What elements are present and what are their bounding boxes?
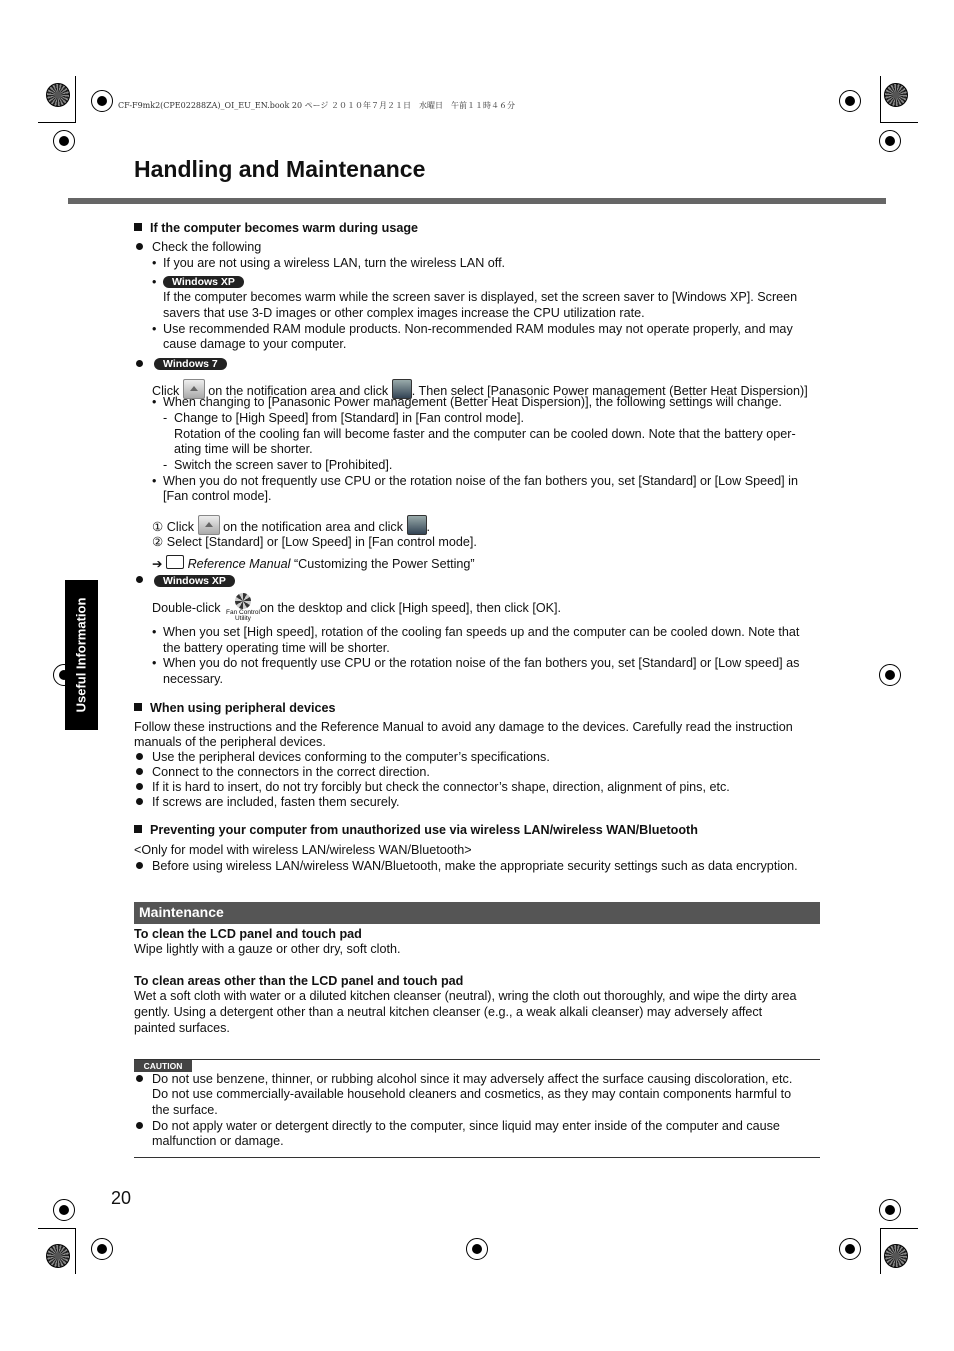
- reference-line: ➔ Reference Manual “Customizing the Power Setting”: [152, 557, 475, 571]
- security-note: <Only for model with wireless LAN/wireless WAN/Bluetooth>: [134, 843, 472, 857]
- bullet-dot: [136, 783, 143, 790]
- power-management-icon[interactable]: [407, 515, 427, 535]
- dbl-text-a: Double-click: [152, 601, 221, 615]
- bullet-small: •: [152, 256, 157, 270]
- peripheral-intro-1: Follow these instructions and the Reference Manual to avoid any damage to the devices. Carefully read the instruction: [134, 720, 793, 734]
- switch-text: Switch the screen saver to [Prohibited].: [174, 458, 393, 472]
- maintenance-title: Maintenance: [139, 904, 224, 920]
- file-info: CF-F9mk2(CPE02288ZA)_OI_EU_EN.book 20 ページ ２０１０年７月２１日 水曜日 午前１１時４６分: [118, 101, 515, 110]
- windows-xp-badge: Windows XP: [163, 275, 244, 290]
- cpu2-text-2: necessary.: [163, 672, 223, 686]
- caution-2-line-1: Do not apply water or detergent directly to the computer, since liquid may enter inside of the computer and cause: [152, 1119, 780, 1133]
- side-tab-label: Useful Information: [73, 597, 89, 713]
- peripheral-intro-2: manuals of the peripheral devices.: [134, 735, 326, 749]
- notification-arrow-icon[interactable]: [198, 515, 220, 535]
- other-text-2: gently. Using a detergent other than a neutral kitchen cleanser (e.g., a weak alkali cleanser) may adversely affect: [134, 1005, 763, 1019]
- change-text: When changing to [Panasonic Power management (Better Heat Dispersion)], the following settings will change.: [163, 395, 782, 409]
- high-speed-text: Change to [High Speed] from [Standard] in [Fan control mode].: [174, 411, 525, 425]
- hs-text-1: When you set [High speed], rotation of the cooling fan speeds up and the computer can be cooled down. Note that: [163, 625, 800, 639]
- caution-1-line-1: Do not use benzene, thinner, or rubbing alcohol since it may adversely affect the surface causing discoloration, etc.: [152, 1072, 793, 1086]
- dash: -: [163, 411, 168, 425]
- bullet-dot: [136, 576, 143, 583]
- bullet-small: •: [152, 625, 157, 639]
- title-rule: [68, 198, 886, 204]
- bullet-small: •: [152, 656, 157, 670]
- bullet-dot: [136, 360, 143, 367]
- bullet-small: •: [152, 395, 157, 409]
- bullet-small: •: [152, 275, 157, 289]
- list-item: Connect to the connectors in the correct direction.: [152, 765, 430, 779]
- xp-text-1: If the computer becomes warm while the screen saver is displayed, set the screen saver to [Windows XP]. Screen: [163, 290, 798, 304]
- dbl-text-b: on the desktop and click [High speed], then click [OK].: [260, 601, 562, 615]
- bullet-dot: [136, 243, 143, 250]
- list-item: Use the peripheral devices conforming to the computer’s specifications.: [152, 750, 550, 764]
- page-number: 20: [111, 1188, 132, 1208]
- cpu-text-2: [Fan control mode].: [163, 489, 272, 503]
- manual-icon: [166, 555, 184, 569]
- other-text-1: Wet a soft cloth with water or a diluted kitchen cleanser (neutral), wring the cloth out thoroughly, and wipe the dirty area: [134, 989, 797, 1003]
- bullet-dot: [136, 1122, 143, 1129]
- step-1: ① Click on the notification area and click .: [152, 515, 430, 535]
- security-item: Before using wireless LAN/wireless WAN/Bluetooth, make the appropriate security settings such as data encryption.: [152, 859, 798, 873]
- dash: -: [163, 458, 168, 472]
- ram-text-2: cause damage to your computer.: [163, 337, 347, 351]
- lcd-text: Wipe lightly with a gauze or other dry, soft cloth.: [134, 942, 401, 956]
- bullet-dot: [136, 862, 143, 869]
- bullet-dot: [136, 768, 143, 775]
- list-item: If it is hard to insert, do not try forcibly but check the connector’s shape, direction, alignment of pins, etc.: [152, 780, 730, 794]
- xp-text-2: savers that use 3-D images or other complex images increase the CPU utilization rate.: [163, 306, 645, 320]
- cpu-text-1: When you do not frequently use CPU or the rotation noise of the fan bothers you, set [Standard] or [Low Speed] in: [163, 474, 798, 488]
- step-2: ② Select [Standard] or [Low Speed] in [Fan control mode].: [152, 535, 477, 549]
- lcd-heading: To clean the LCD panel and touch pad: [134, 927, 362, 941]
- cpu2-text-1: When you do not frequently use CPU or the rotation noise of the fan bothers you, set [Standard] or [Low speed] as: [163, 656, 800, 670]
- bullet-small: •: [152, 474, 157, 488]
- caution-label: CAUTION: [134, 1060, 192, 1072]
- wlan-text: If you are not using a wireless LAN, turn the wireless LAN off.: [163, 256, 506, 270]
- bullet-dot: [136, 753, 143, 760]
- arrow-right-icon: ➔: [152, 557, 163, 571]
- list-item: If screws are included, fasten them securely.: [152, 795, 400, 809]
- check-text: Check the following: [152, 240, 262, 254]
- ram-text-1: Use recommended RAM module products. Non-recommended RAM modules may not operate properly, and may: [163, 322, 793, 336]
- fan-icon-caption: Fan Control Utility: [226, 609, 260, 622]
- windows-xp-badge: Windows XP: [154, 574, 235, 589]
- fan-control-utility-icon[interactable]: [226, 592, 260, 624]
- other-text-3: painted surfaces.: [134, 1021, 230, 1035]
- windows-7-badge: Windows 7: [154, 357, 227, 372]
- maintenance-banner: [134, 902, 820, 924]
- bullet-small: •: [152, 322, 157, 336]
- security-heading: Preventing your computer from unauthorized use via wireless LAN/wireless WAN/Bluetooth: [134, 823, 698, 838]
- caution-top-rule: [134, 1059, 820, 1060]
- hs-text-2: the battery operating time will be shorter.: [163, 641, 390, 655]
- caution-1-line-2: Do not use commercially-available household cleaners and cosmetics, as they may contain components harmful to: [152, 1087, 792, 1101]
- rotation-text-2: ating time will be shorter.: [174, 442, 313, 456]
- caution-bottom-rule: [134, 1157, 820, 1158]
- other-heading: To clean areas other than the LCD panel and touch pad: [134, 974, 464, 988]
- click-line: Click on the notification area and click . Then select [Panasonic Power management (Better Heat Dispersion)]: [152, 379, 808, 399]
- warm-heading: If the computer becomes warm during usage: [134, 221, 418, 236]
- bullet-dot: [136, 798, 143, 805]
- rotation-text-1: Rotation of the cooling fan will become faster and the computer can be cooled down. Note that the battery oper-: [174, 427, 796, 441]
- peripheral-heading: When using peripheral devices: [134, 701, 335, 716]
- page-title: Handling and Maintenance: [134, 156, 426, 182]
- caution-1-line-3: the surface.: [152, 1103, 218, 1117]
- bullet-dot: [136, 1075, 143, 1082]
- caution-2-line-2: malfunction or damage.: [152, 1134, 284, 1148]
